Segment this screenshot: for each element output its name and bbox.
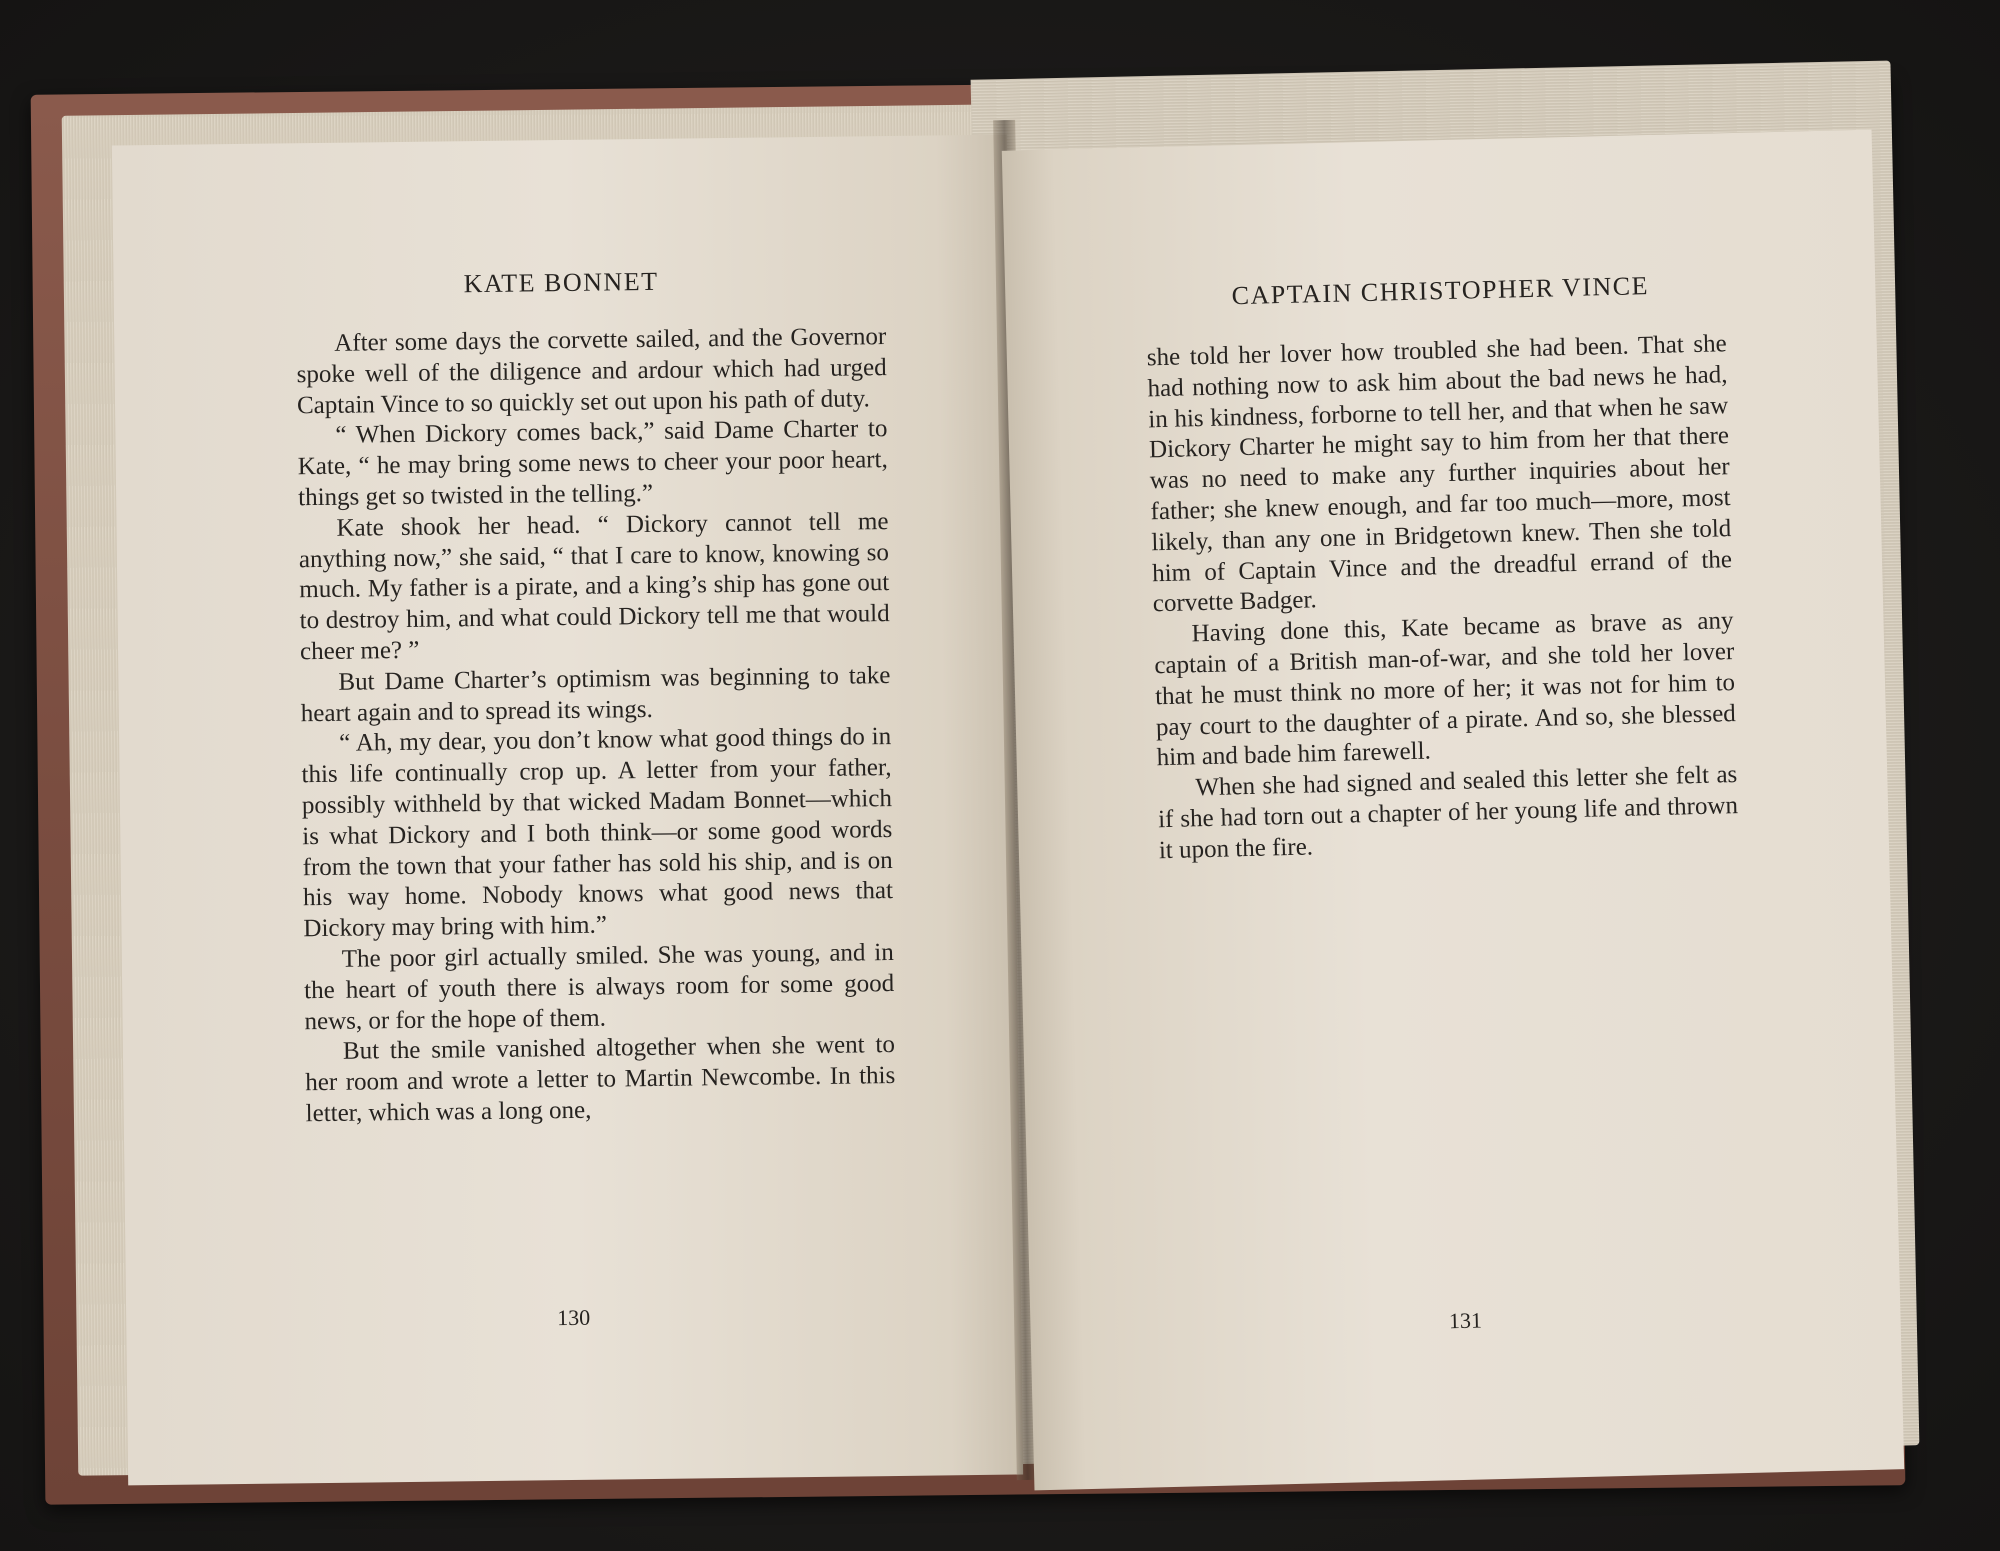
paragraph: she told her lover how troubled she had been. That she had nothing now to ask him about the bad news he had, in his kindness, forborne to tell her, and that when he saw Dickory Charter he might say to him from her that there was no need to make any further inquiries about her father; she knew enough, and far too much—more, most likely, than any one in Bridgetown knew. Then she told him of Captain Vince and the dreadful errand of the corvette Badger.	[1146, 330, 1733, 618]
left-page-number: 130	[557, 1304, 591, 1331]
right-page-number: 131	[1448, 1307, 1483, 1334]
paragraph: But the smile vanished altogether when she went to her room and wrote a letter to Martin Newcombe. In this letter, which was a long one,	[305, 1031, 896, 1128]
paragraph: “ When Dickory comes back,” said Dame Charter to Kate, “ he may bring some news to cheer your poor heart, things get so twisted in the telling.”	[297, 415, 888, 512]
left-page	[112, 135, 1023, 1486]
paragraph: Kate shook her head. “ Dickory cannot tell me anything now,” she said, “ that I care to know, knowing so much. My father is a pirate, and a king’s ship has gone out to destroy him, and what could Dickory tell me that would cheer me? ”	[298, 507, 890, 666]
paragraph: When she had signed and sealed this letter she felt as if she had torn out a chapter of her young life and thrown it upon the fire.	[1157, 761, 1739, 864]
right-page-text	[1147, 329, 1740, 867]
paragraph: The poor girl actually smiled. She was young, and in the heart of youth there is always room for some good news, or for the hope of them.	[304, 938, 895, 1035]
paragraph: After some days the corvette sailed, and the Governor spoke well of the diligence and ardour which had urged Captain Vince to so quickly set out upon his path of duty.	[296, 323, 887, 419]
right-running-head: CAPTAIN CHRISTOPHER VINCE	[1231, 271, 1650, 311]
left-page-text	[296, 322, 896, 1130]
paragraph: But Dame Charter’s optimism was beginning to take heart again and to spread its wings.	[300, 661, 891, 727]
left-running-head: KATE BONNET	[463, 266, 659, 299]
right-page	[1002, 130, 1904, 1491]
paragraph: Having done this, Kate became as brave as any captain of a British man-of-war, and she told her lover that he must think no more of her; it was not for him to pay court to the daughter of a pirate. And so, she blessed him and bade him farewell.	[1154, 607, 1737, 772]
paragraph: “ Ah, my dear, you don’t know what good things do in this life continually crop up. A letter from your father, possibly withheld by that wicked Madam Bonnet—which is what Dickory and I both think—or some good words from the town that your father has sold his ship, and is on his way home. Nobody knows what good news that Dickory may bring with him.”	[301, 723, 894, 943]
